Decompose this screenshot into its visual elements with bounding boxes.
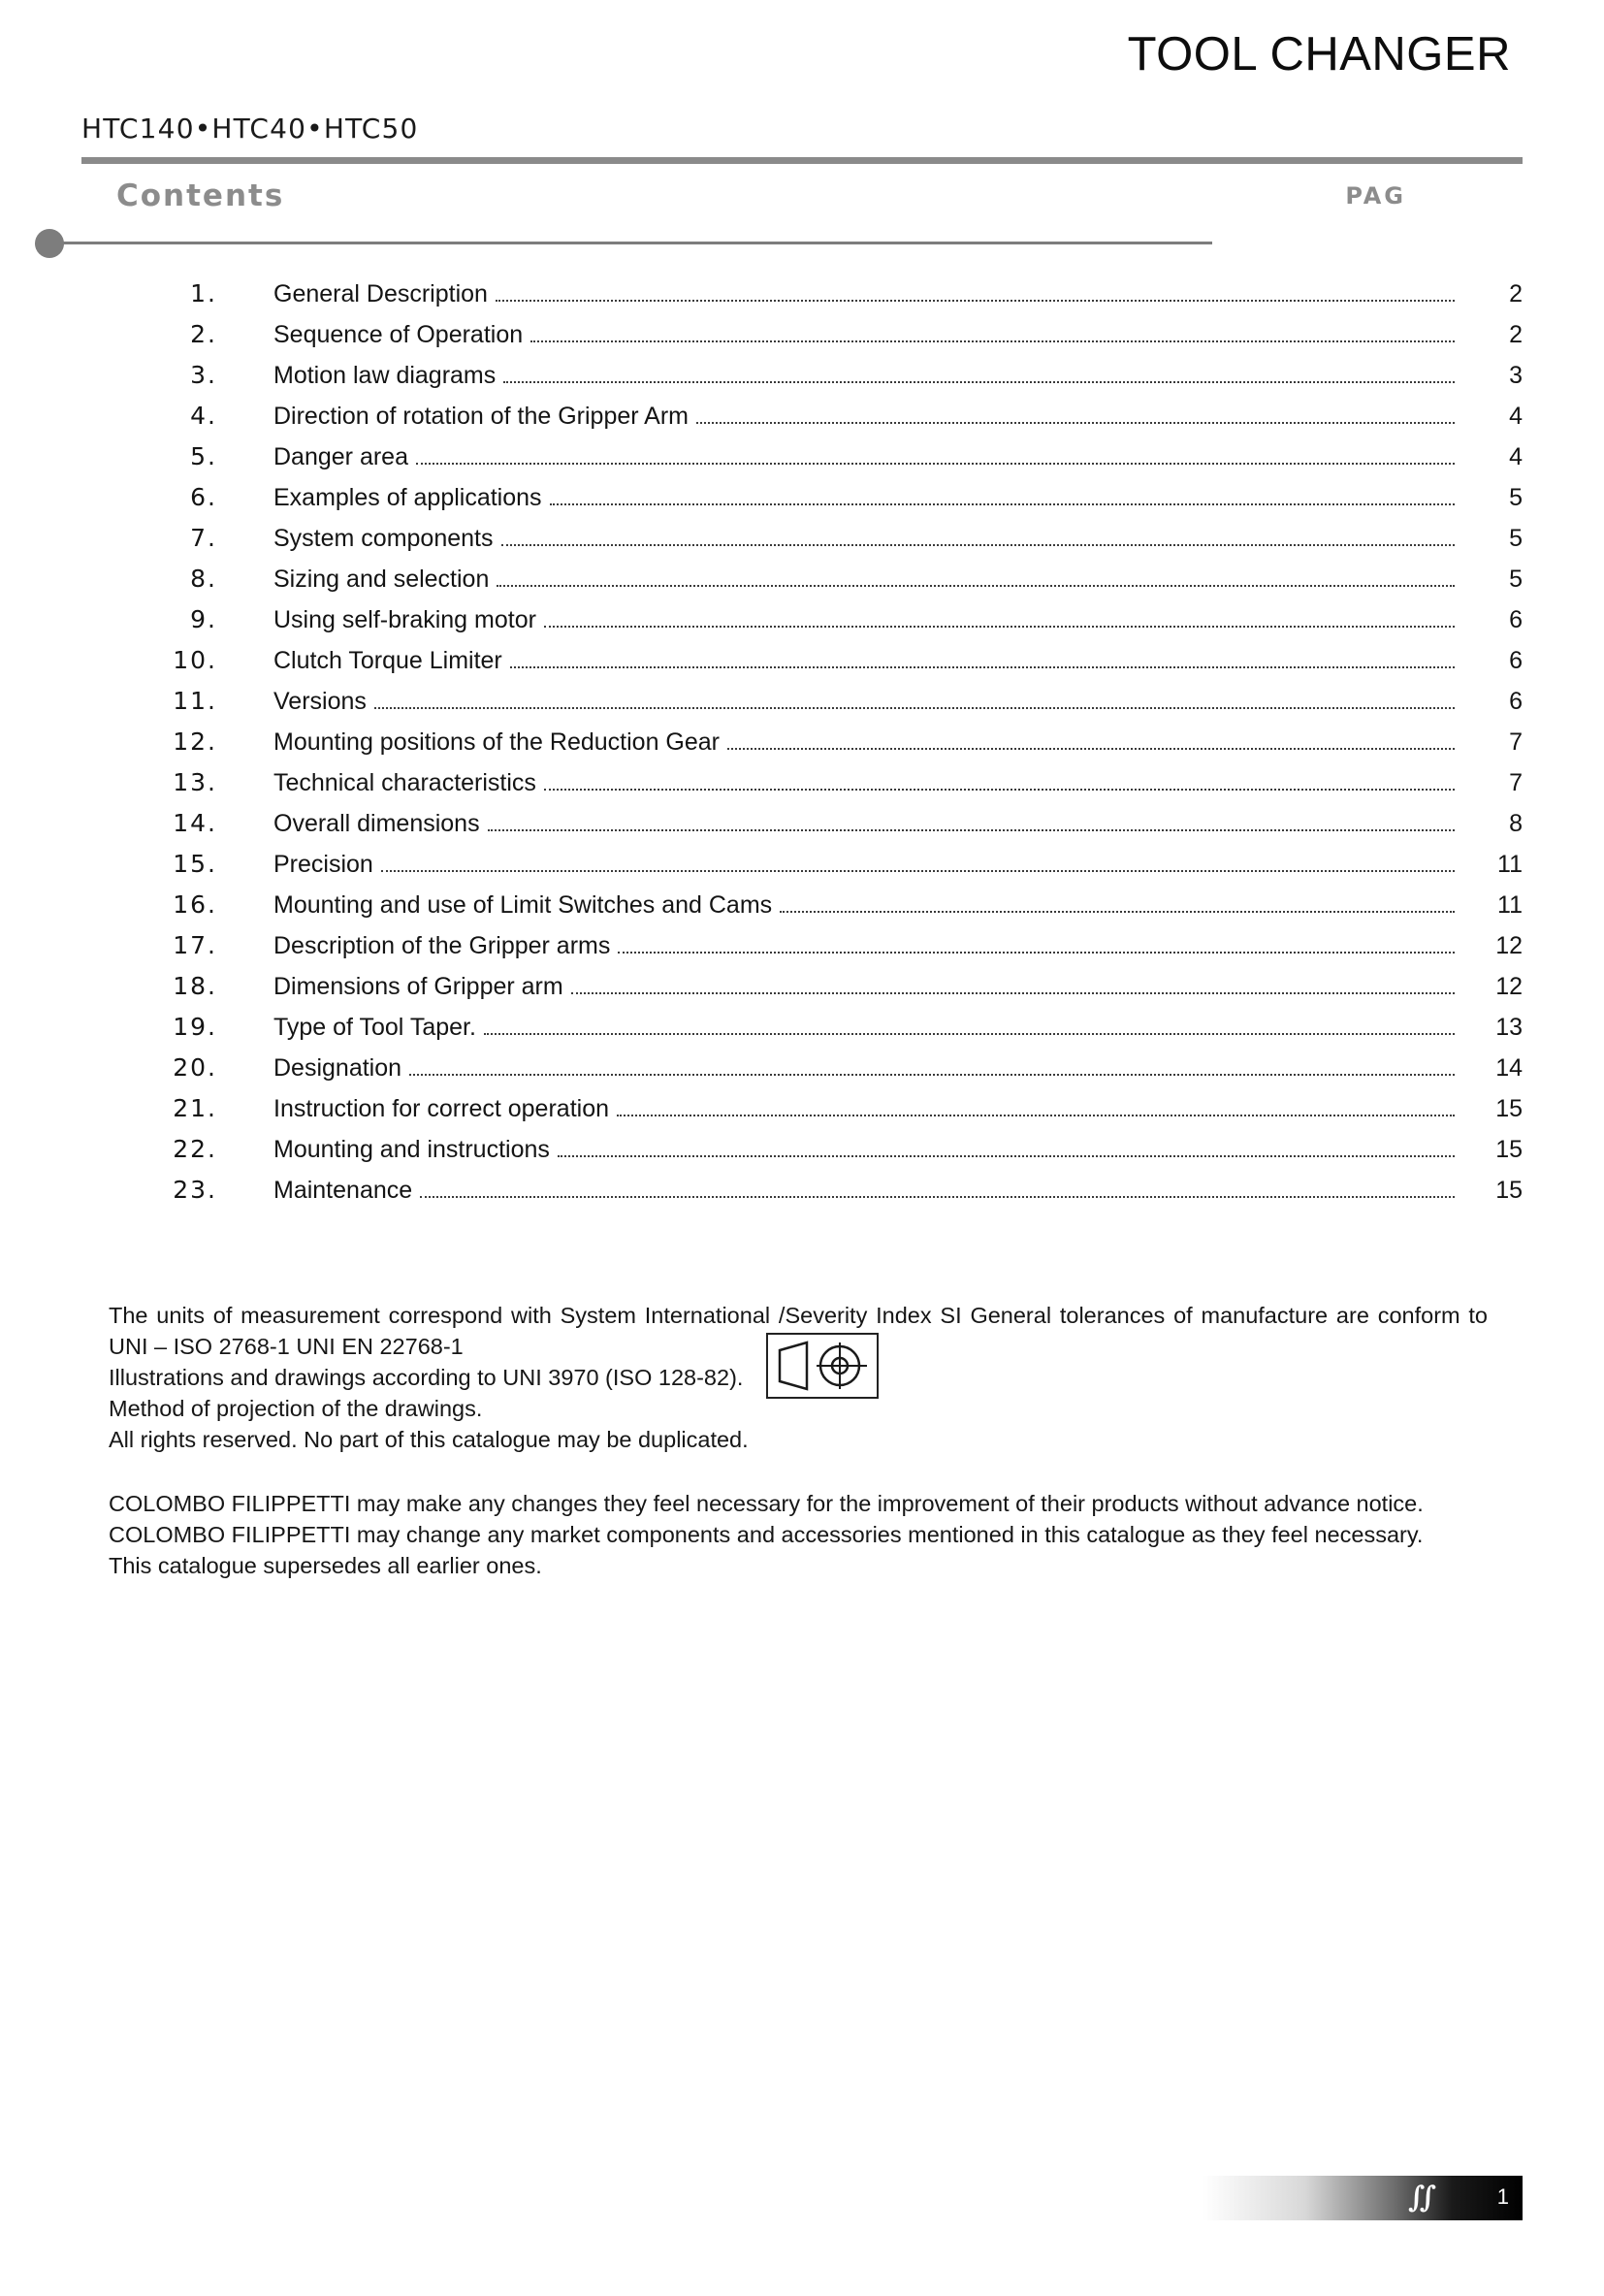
- contents-underline: [60, 242, 1212, 244]
- toc-entry[interactable]: [109, 687, 1523, 728]
- toc-label: Dimensions of Gripper arm: [273, 973, 563, 1000]
- toc-number: 2.: [190, 320, 217, 348]
- toc-number: 13.: [173, 768, 217, 796]
- toc-entry[interactable]: [109, 1053, 1523, 1094]
- toc-number: 6.: [190, 483, 217, 511]
- toc-entry[interactable]: [109, 809, 1523, 850]
- toc-label: Designation: [273, 1054, 402, 1082]
- toc-number: 11.: [173, 687, 217, 715]
- toc-entry[interactable]: [109, 442, 1523, 483]
- toc-entry[interactable]: [109, 361, 1523, 402]
- toc-label: Technical characteristics: [273, 769, 536, 796]
- toc-entry[interactable]: [109, 524, 1523, 565]
- toc-page-number: 12: [1495, 973, 1523, 1000]
- first-angle-projection-icon: [766, 1333, 879, 1399]
- toc-number: 1.: [190, 279, 217, 307]
- notes-line-1: The units of measurement correspond with System International /Severity Index SI General tolerances of manufacture are conform to UNI – ISO 2768-1 UNI EN 22768-1: [109, 1303, 1488, 1359]
- toc-leader: [617, 1114, 1455, 1116]
- footer-gradient-bar: [1203, 2176, 1523, 2220]
- model-code: HTC140•HTC40•HTC50: [81, 113, 419, 145]
- toc-page-number: 8: [1509, 810, 1523, 837]
- toc-label: Using self-braking motor: [273, 606, 536, 633]
- toc-label: Motion law diagrams: [273, 362, 497, 389]
- toc-page-number: 13: [1495, 1014, 1523, 1041]
- toc-label: System components: [273, 525, 494, 552]
- toc-entry[interactable]: [109, 931, 1523, 972]
- toc-label: Examples of applications: [273, 484, 542, 511]
- toc-number: 10.: [173, 646, 217, 674]
- contents-rule: [81, 227, 1523, 256]
- toc-number: 4.: [190, 402, 217, 430]
- toc-entry[interactable]: [109, 565, 1523, 605]
- toc-label: Clutch Torque Limiter: [273, 647, 502, 674]
- document-page: [0, 27, 1604, 2296]
- notes-block-2: [109, 1488, 1488, 1581]
- toc-number: 20.: [173, 1053, 217, 1082]
- toc-entry[interactable]: [109, 605, 1523, 646]
- contents-heading: Contents: [116, 178, 285, 213]
- toc-entry[interactable]: [109, 890, 1523, 931]
- notes-paragraph-1: COLOMBO FILIPPETTI may make any changes they feel necessary for the improvement of their products without advance notice.: [109, 1491, 1424, 1516]
- toc-leader: [497, 584, 1455, 587]
- toc-label: Type of Tool Taper.: [273, 1014, 476, 1041]
- toc-entry[interactable]: [109, 646, 1523, 687]
- toc-label: Sequence of Operation: [273, 321, 524, 348]
- toc-leader: [544, 625, 1455, 628]
- toc-leader: [780, 910, 1455, 913]
- toc-entry[interactable]: [109, 279, 1523, 320]
- toc-entry[interactable]: [109, 1135, 1523, 1176]
- toc-number: 5.: [190, 442, 217, 470]
- header-divider: [81, 157, 1523, 164]
- toc-leader: [618, 951, 1455, 954]
- projection-row: [109, 1362, 1488, 1455]
- toc-entry[interactable]: [109, 728, 1523, 768]
- toc-label: Instruction for correct operation: [273, 1095, 609, 1122]
- toc-label: Direction of rotation of the Gripper Arm: [273, 403, 689, 430]
- toc-entry[interactable]: [109, 1013, 1523, 1053]
- toc-leader: [501, 543, 1456, 546]
- toc-leader: [544, 788, 1455, 791]
- toc-page-number: 11: [1497, 851, 1523, 878]
- toc-number: 16.: [173, 890, 217, 919]
- model-code-row: [81, 113, 1523, 151]
- page-footer: [1203, 2176, 1523, 2220]
- toc-label: Mounting and instructions: [273, 1136, 550, 1163]
- toc-number: 9.: [190, 605, 217, 633]
- toc-entry[interactable]: [109, 320, 1523, 361]
- toc-leader: [374, 706, 1455, 709]
- toc-label: Sizing and selection: [273, 566, 490, 593]
- toc-label: Precision: [273, 851, 373, 878]
- page-column-label: PAG: [1345, 182, 1406, 210]
- toc-page-number: 6: [1509, 688, 1523, 715]
- toc-leader: [550, 502, 1455, 505]
- toc-page-number: 11: [1497, 891, 1523, 919]
- toc-entry[interactable]: [109, 850, 1523, 890]
- toc-page-number: 5: [1509, 484, 1523, 511]
- company-logo-icon: ∬: [1407, 2181, 1433, 2215]
- toc-label: Versions: [273, 688, 367, 715]
- toc-page-number: 15: [1495, 1136, 1523, 1163]
- toc-page-number: 4: [1509, 443, 1523, 470]
- toc-page-number: 15: [1495, 1177, 1523, 1204]
- notes-paragraph-3: This catalogue supersedes all earlier ones.: [109, 1553, 542, 1578]
- toc-number: 12.: [173, 728, 217, 756]
- toc-label: Overall dimensions: [273, 810, 480, 837]
- toc-page-number: 3: [1509, 362, 1523, 389]
- toc-leader: [530, 340, 1455, 342]
- toc-leader: [503, 380, 1455, 383]
- toc-leader: [496, 299, 1455, 302]
- toc-label: Description of the Gripper arms: [273, 932, 611, 959]
- toc-leader: [420, 1195, 1455, 1198]
- toc-page-number: 4: [1509, 403, 1523, 430]
- toc-page-number: 2: [1509, 321, 1523, 348]
- toc-leader: [510, 665, 1455, 668]
- toc-leader: [409, 1073, 1455, 1076]
- toc-number: 3.: [190, 361, 217, 389]
- toc-number: 14.: [173, 809, 217, 837]
- toc-leader: [727, 747, 1455, 750]
- toc-page-number: 14: [1495, 1054, 1523, 1082]
- table-of-contents: [81, 279, 1523, 1216]
- toc-label: General Description: [273, 280, 488, 307]
- toc-number: 21.: [173, 1094, 217, 1122]
- notes-section: [81, 1300, 1523, 1581]
- toc-entry[interactable]: [109, 1094, 1523, 1135]
- notes-paragraph-2: COLOMBO FILIPPETTI may change any market components and accessories mentioned in this catalogue as they feel necessary.: [109, 1522, 1424, 1547]
- toc-number: 19.: [173, 1013, 217, 1041]
- toc-number: 7.: [190, 524, 217, 552]
- toc-number: 23.: [173, 1176, 217, 1204]
- toc-label: Danger area: [273, 443, 408, 470]
- toc-page-number: 7: [1509, 728, 1523, 756]
- toc-page-number: 6: [1509, 606, 1523, 633]
- notes-line-2: Illustrations and drawings according to UNI 3970 (ISO 128-82).: [109, 1365, 744, 1390]
- toc-page-number: 2: [1509, 280, 1523, 307]
- toc-leader: [416, 462, 1455, 465]
- toc-label: Mounting and use of Limit Switches and Cams: [273, 891, 773, 919]
- toc-page-number: 15: [1495, 1095, 1523, 1122]
- toc-number: 18.: [173, 972, 217, 1000]
- toc-leader: [571, 991, 1455, 994]
- footer-page-number: 1: [1496, 2184, 1509, 2209]
- notes-line-3: Method of projection of the drawings.: [109, 1396, 483, 1421]
- toc-leader: [696, 421, 1455, 424]
- toc-entry[interactable]: [109, 972, 1523, 1013]
- toc-entry[interactable]: [109, 483, 1523, 524]
- toc-entry[interactable]: [109, 768, 1523, 809]
- toc-label: Mounting positions of the Reduction Gear: [273, 728, 720, 756]
- page-title: TOOL CHANGER: [1127, 28, 1511, 81]
- toc-page-number: 7: [1509, 769, 1523, 796]
- notes-line-4: All rights reserved. No part of this catalogue may be duplicated.: [109, 1427, 749, 1452]
- toc-page-number: 5: [1509, 566, 1523, 593]
- contents-header: [81, 178, 1523, 223]
- toc-page-number: 5: [1509, 525, 1523, 552]
- toc-leader: [558, 1154, 1455, 1157]
- toc-number: 22.: [173, 1135, 217, 1163]
- toc-number: 8.: [190, 565, 217, 593]
- toc-leader: [381, 869, 1455, 872]
- toc-label: Maintenance: [273, 1177, 413, 1204]
- toc-page-number: 6: [1509, 647, 1523, 674]
- toc-leader: [488, 828, 1455, 831]
- toc-entry[interactable]: [109, 402, 1523, 442]
- toc-entry[interactable]: [109, 1176, 1523, 1216]
- toc-number: 17.: [173, 931, 217, 959]
- toc-number: 15.: [173, 850, 217, 878]
- toc-leader: [484, 1032, 1455, 1035]
- toc-page-number: 12: [1495, 932, 1523, 959]
- projection-text: [109, 1362, 749, 1455]
